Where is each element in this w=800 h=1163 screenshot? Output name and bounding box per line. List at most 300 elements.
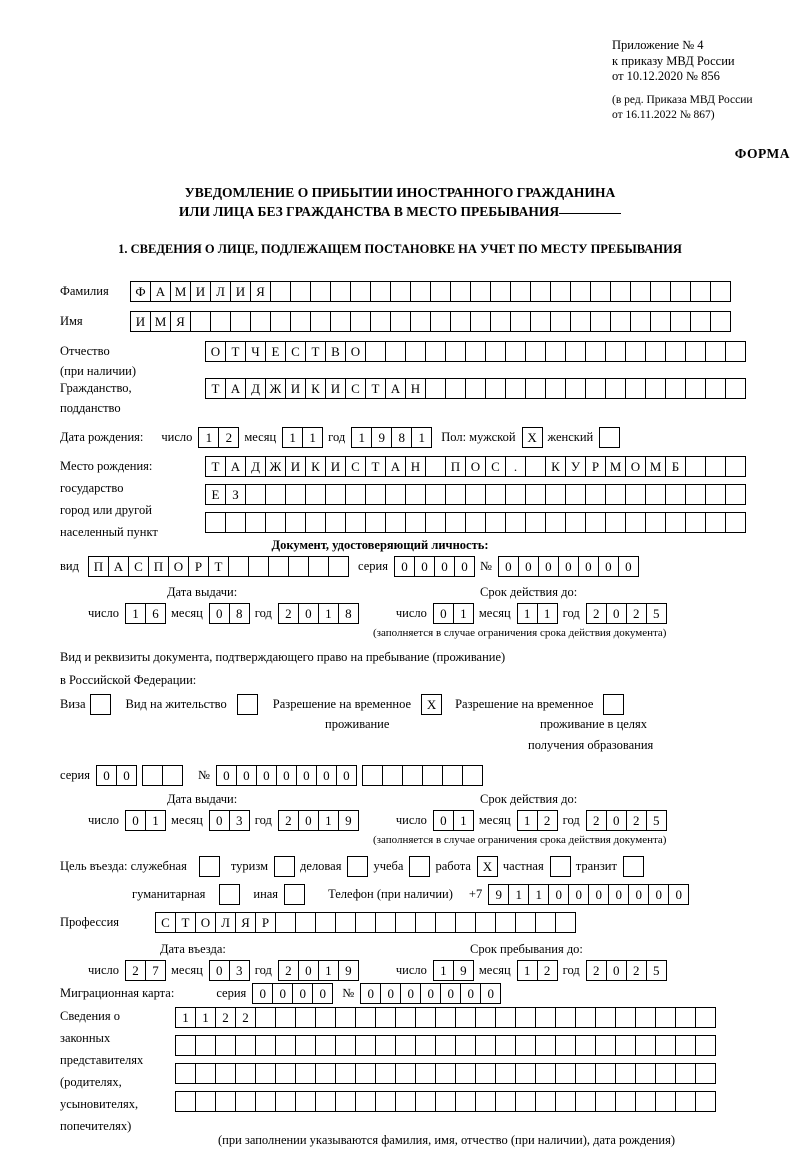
char-cell[interactable]: Ж [265, 456, 286, 477]
char-cell[interactable] [142, 765, 163, 786]
mig-number-input[interactable] [360, 983, 500, 1004]
char-cell[interactable]: 2 [586, 810, 607, 831]
char-cell[interactable] [435, 1063, 456, 1084]
char-cell[interactable]: 7 [145, 960, 166, 981]
char-cell[interactable] [695, 1035, 716, 1056]
char-cell[interactable] [395, 1007, 416, 1028]
char-cell[interactable] [655, 1091, 676, 1112]
char-cell[interactable] [274, 856, 295, 877]
char-cell[interactable]: Р [255, 912, 276, 933]
char-cell[interactable] [385, 512, 406, 533]
char-cell[interactable] [465, 341, 486, 362]
char-cell[interactable] [362, 765, 383, 786]
char-cell[interactable] [630, 281, 651, 302]
char-cell[interactable]: 0 [360, 983, 381, 1004]
char-cell[interactable] [425, 484, 446, 505]
char-cell[interactable]: 1 [508, 884, 529, 905]
char-cell[interactable] [290, 311, 311, 332]
legal-rep-input-2[interactable] [175, 1035, 715, 1056]
char-cell[interactable] [250, 311, 271, 332]
char-cell[interactable]: 2 [278, 960, 299, 981]
char-cell[interactable]: О [205, 341, 226, 362]
char-cell[interactable]: 0 [400, 983, 421, 1004]
char-cell[interactable] [565, 341, 586, 362]
char-cell[interactable]: 5 [646, 960, 667, 981]
char-cell[interactable] [565, 484, 586, 505]
char-cell[interactable]: И [325, 378, 346, 399]
char-cell[interactable] [382, 765, 403, 786]
char-cell[interactable] [690, 281, 711, 302]
char-cell[interactable]: 0 [420, 983, 441, 1004]
char-cell[interactable] [623, 856, 644, 877]
char-cell[interactable]: 0 [606, 603, 627, 624]
char-cell[interactable]: Я [170, 311, 191, 332]
char-cell[interactable] [450, 281, 471, 302]
char-cell[interactable] [515, 1035, 536, 1056]
char-cell[interactable] [195, 1063, 216, 1084]
char-cell[interactable]: 9 [338, 810, 359, 831]
char-cell[interactable]: Е [205, 484, 226, 505]
char-cell[interactable]: У [565, 456, 586, 477]
char-cell[interactable] [442, 765, 463, 786]
char-cell[interactable] [265, 484, 286, 505]
char-cell[interactable] [570, 281, 591, 302]
char-cell[interactable] [625, 341, 646, 362]
stay-number-input[interactable] [216, 765, 356, 786]
char-cell[interactable]: 0 [558, 556, 579, 577]
char-cell[interactable] [415, 912, 436, 933]
char-cell[interactable]: 1 [175, 1007, 196, 1028]
doc-valid-day-input[interactable] [433, 603, 473, 624]
char-cell[interactable] [199, 856, 220, 877]
char-cell[interactable]: 1 [453, 603, 474, 624]
edu-residence-checkbox[interactable] [603, 694, 623, 715]
char-cell[interactable] [415, 1091, 436, 1112]
char-cell[interactable]: 0 [606, 810, 627, 831]
char-cell[interactable] [390, 281, 411, 302]
char-cell[interactable]: 9 [488, 884, 509, 905]
stay-number-extra[interactable] [362, 765, 482, 786]
char-cell[interactable]: Р [188, 556, 209, 577]
char-cell[interactable] [409, 856, 430, 877]
char-cell[interactable] [685, 341, 706, 362]
char-cell[interactable] [455, 1035, 476, 1056]
char-cell[interactable] [610, 281, 631, 302]
visa-checkbox[interactable] [90, 694, 110, 715]
char-cell[interactable] [595, 1063, 616, 1084]
char-cell[interactable]: 2 [537, 960, 558, 981]
char-cell[interactable] [603, 694, 624, 715]
char-cell[interactable]: 3 [229, 810, 250, 831]
char-cell[interactable]: Т [208, 556, 229, 577]
char-cell[interactable] [685, 378, 706, 399]
char-cell[interactable] [575, 1091, 596, 1112]
char-cell[interactable] [725, 341, 746, 362]
char-cell[interactable] [370, 281, 391, 302]
char-cell[interactable] [515, 1091, 536, 1112]
char-cell[interactable] [535, 1091, 556, 1112]
char-cell[interactable] [455, 1063, 476, 1084]
char-cell[interactable] [495, 1091, 516, 1112]
char-cell[interactable] [535, 1007, 556, 1028]
char-cell[interactable]: И [190, 281, 211, 302]
char-cell[interactable] [545, 512, 566, 533]
char-cell[interactable]: О [168, 556, 189, 577]
char-cell[interactable] [675, 1063, 696, 1084]
char-cell[interactable]: 1 [198, 427, 219, 448]
char-cell[interactable] [195, 1035, 216, 1056]
char-cell[interactable]: 2 [586, 960, 607, 981]
char-cell[interactable] [605, 512, 626, 533]
char-cell[interactable]: А [385, 456, 406, 477]
char-cell[interactable] [405, 341, 426, 362]
char-cell[interactable] [665, 484, 686, 505]
char-cell[interactable] [465, 378, 486, 399]
char-cell[interactable]: 2 [586, 603, 607, 624]
char-cell[interactable]: 1 [517, 810, 538, 831]
purpose-transit-checkbox[interactable] [623, 856, 643, 877]
char-cell[interactable] [355, 1007, 376, 1028]
sex-male-checkbox[interactable] [522, 427, 542, 448]
char-cell[interactable] [235, 1035, 256, 1056]
char-cell[interactable]: . [505, 456, 526, 477]
char-cell[interactable] [402, 765, 423, 786]
char-cell[interactable] [435, 912, 456, 933]
char-cell[interactable]: 2 [218, 427, 239, 448]
char-cell[interactable]: 0 [209, 960, 230, 981]
char-cell[interactable] [575, 1007, 596, 1028]
char-cell[interactable]: 0 [606, 960, 627, 981]
purpose-humanitarian-checkbox[interactable] [219, 884, 239, 905]
char-cell[interactable]: О [195, 912, 216, 933]
char-cell[interactable]: П [445, 456, 466, 477]
char-cell[interactable]: 0 [216, 765, 237, 786]
char-cell[interactable]: 2 [235, 1007, 256, 1028]
char-cell[interactable]: А [385, 378, 406, 399]
char-cell[interactable]: 9 [453, 960, 474, 981]
char-cell[interactable] [545, 378, 566, 399]
char-cell[interactable]: 2 [215, 1007, 236, 1028]
char-cell[interactable]: И [285, 378, 306, 399]
char-cell[interactable] [505, 484, 526, 505]
char-cell[interactable] [245, 484, 266, 505]
char-cell[interactable] [610, 311, 631, 332]
purpose-work-checkbox[interactable] [477, 856, 497, 877]
char-cell[interactable]: 0 [498, 556, 519, 577]
char-cell[interactable]: Х [477, 856, 498, 877]
char-cell[interactable]: М [150, 311, 171, 332]
char-cell[interactable] [305, 484, 326, 505]
char-cell[interactable]: 0 [298, 603, 319, 624]
char-cell[interactable] [375, 1063, 396, 1084]
char-cell[interactable]: 0 [433, 810, 454, 831]
char-cell[interactable]: С [285, 341, 306, 362]
char-cell[interactable] [695, 1063, 716, 1084]
char-cell[interactable] [590, 281, 611, 302]
char-cell[interactable] [665, 341, 686, 362]
char-cell[interactable] [570, 311, 591, 332]
surname-input[interactable] [130, 281, 730, 302]
char-cell[interactable]: 0 [608, 884, 629, 905]
char-cell[interactable] [275, 1035, 296, 1056]
char-cell[interactable] [645, 341, 666, 362]
char-cell[interactable] [545, 341, 566, 362]
char-cell[interactable]: Р [585, 456, 606, 477]
char-cell[interactable] [725, 484, 746, 505]
char-cell[interactable]: 5 [646, 810, 667, 831]
purpose-study-checkbox[interactable] [409, 856, 429, 877]
char-cell[interactable]: 6 [145, 603, 166, 624]
char-cell[interactable] [365, 341, 386, 362]
legal-rep-input-3[interactable] [175, 1063, 715, 1084]
char-cell[interactable] [445, 378, 466, 399]
char-cell[interactable] [395, 1091, 416, 1112]
char-cell[interactable]: 8 [229, 603, 250, 624]
char-cell[interactable] [328, 556, 349, 577]
char-cell[interactable]: 0 [434, 556, 455, 577]
purpose-other-checkbox[interactable] [284, 884, 304, 905]
char-cell[interactable] [625, 484, 646, 505]
char-cell[interactable] [615, 1007, 636, 1028]
char-cell[interactable]: И [325, 456, 346, 477]
char-cell[interactable] [545, 484, 566, 505]
phone-input[interactable] [488, 884, 688, 905]
stay-until-year-input[interactable] [586, 960, 666, 981]
temp-residence-checkbox[interactable] [421, 694, 441, 715]
char-cell[interactable]: И [285, 456, 306, 477]
char-cell[interactable] [390, 311, 411, 332]
char-cell[interactable]: 8 [391, 427, 412, 448]
char-cell[interactable] [470, 281, 491, 302]
char-cell[interactable]: С [345, 456, 366, 477]
char-cell[interactable] [475, 912, 496, 933]
char-cell[interactable]: 0 [292, 983, 313, 1004]
char-cell[interactable]: 0 [440, 983, 461, 1004]
char-cell[interactable] [675, 1007, 696, 1028]
char-cell[interactable]: 0 [209, 603, 230, 624]
stay-valid-day-input[interactable] [433, 810, 473, 831]
char-cell[interactable] [705, 512, 726, 533]
char-cell[interactable] [550, 856, 571, 877]
char-cell[interactable] [475, 1035, 496, 1056]
char-cell[interactable]: 1 [318, 603, 339, 624]
char-cell[interactable] [375, 1091, 396, 1112]
char-cell[interactable] [335, 1007, 356, 1028]
char-cell[interactable]: Б [665, 456, 686, 477]
char-cell[interactable] [725, 456, 746, 477]
birth-month-input[interactable] [282, 427, 322, 448]
char-cell[interactable] [430, 281, 451, 302]
char-cell[interactable]: 2 [626, 603, 647, 624]
char-cell[interactable] [295, 1035, 316, 1056]
char-cell[interactable] [445, 512, 466, 533]
char-cell[interactable]: 1 [411, 427, 432, 448]
char-cell[interactable]: 1 [517, 603, 538, 624]
char-cell[interactable]: К [305, 378, 326, 399]
char-cell[interactable] [435, 1091, 456, 1112]
char-cell[interactable]: 0 [538, 556, 559, 577]
char-cell[interactable]: 0 [548, 884, 569, 905]
char-cell[interactable] [670, 311, 691, 332]
char-cell[interactable]: О [345, 341, 366, 362]
char-cell[interactable] [435, 1007, 456, 1028]
char-cell[interactable]: Т [305, 341, 326, 362]
purpose-tourism-checkbox[interactable] [274, 856, 294, 877]
char-cell[interactable]: 0 [116, 765, 137, 786]
char-cell[interactable]: Ч [245, 341, 266, 362]
char-cell[interactable]: 0 [454, 556, 475, 577]
char-cell[interactable] [245, 512, 266, 533]
char-cell[interactable] [675, 1035, 696, 1056]
char-cell[interactable] [219, 884, 240, 905]
char-cell[interactable] [405, 484, 426, 505]
char-cell[interactable] [655, 1035, 676, 1056]
char-cell[interactable] [190, 311, 211, 332]
char-cell[interactable] [550, 281, 571, 302]
char-cell[interactable] [395, 1063, 416, 1084]
char-cell[interactable]: 0 [648, 884, 669, 905]
birthplace-input-1[interactable] [205, 456, 745, 477]
char-cell[interactable] [670, 281, 691, 302]
char-cell[interactable] [237, 694, 258, 715]
char-cell[interactable] [485, 341, 506, 362]
char-cell[interactable] [175, 1091, 196, 1112]
char-cell[interactable]: О [625, 456, 646, 477]
char-cell[interactable]: Т [205, 456, 226, 477]
char-cell[interactable]: 1 [517, 960, 538, 981]
char-cell[interactable]: Я [250, 281, 271, 302]
char-cell[interactable]: Ж [265, 378, 286, 399]
char-cell[interactable] [425, 341, 446, 362]
char-cell[interactable] [350, 311, 371, 332]
char-cell[interactable] [490, 281, 511, 302]
char-cell[interactable]: С [155, 912, 176, 933]
doc-issue-day-input[interactable] [125, 603, 165, 624]
char-cell[interactable] [650, 311, 671, 332]
char-cell[interactable]: С [345, 378, 366, 399]
char-cell[interactable] [415, 1007, 436, 1028]
char-cell[interactable] [525, 378, 546, 399]
char-cell[interactable] [310, 311, 331, 332]
char-cell[interactable] [655, 1007, 676, 1028]
char-cell[interactable] [255, 1091, 276, 1112]
char-cell[interactable] [455, 1007, 476, 1028]
char-cell[interactable] [450, 311, 471, 332]
char-cell[interactable] [455, 1091, 476, 1112]
char-cell[interactable] [347, 856, 368, 877]
char-cell[interactable] [705, 378, 726, 399]
char-cell[interactable] [445, 484, 466, 505]
char-cell[interactable] [705, 341, 726, 362]
char-cell[interactable]: 0 [460, 983, 481, 1004]
char-cell[interactable]: Т [205, 378, 226, 399]
char-cell[interactable]: 2 [125, 960, 146, 981]
char-cell[interactable] [205, 512, 226, 533]
char-cell[interactable] [585, 512, 606, 533]
char-cell[interactable] [295, 1007, 316, 1028]
char-cell[interactable] [615, 1035, 636, 1056]
char-cell[interactable] [585, 341, 606, 362]
char-cell[interactable] [195, 1091, 216, 1112]
stay-series-extra[interactable] [142, 765, 182, 786]
doc-valid-year-input[interactable] [586, 603, 666, 624]
char-cell[interactable]: 5 [646, 603, 667, 624]
char-cell[interactable]: 1 [125, 603, 146, 624]
name-input[interactable] [130, 311, 730, 332]
char-cell[interactable] [210, 311, 231, 332]
doc-kind-input[interactable] [88, 556, 348, 577]
char-cell[interactable] [685, 512, 706, 533]
char-cell[interactable] [268, 556, 289, 577]
char-cell[interactable] [410, 311, 431, 332]
char-cell[interactable] [725, 512, 746, 533]
char-cell[interactable] [530, 281, 551, 302]
char-cell[interactable] [645, 512, 666, 533]
char-cell[interactable] [350, 281, 371, 302]
char-cell[interactable] [445, 341, 466, 362]
char-cell[interactable]: 0 [256, 765, 277, 786]
char-cell[interactable] [605, 378, 626, 399]
char-cell[interactable] [635, 1091, 656, 1112]
char-cell[interactable] [315, 912, 336, 933]
char-cell[interactable] [325, 484, 346, 505]
char-cell[interactable] [510, 311, 531, 332]
char-cell[interactable] [385, 484, 406, 505]
char-cell[interactable] [375, 912, 396, 933]
stay-issue-month-input[interactable] [209, 810, 249, 831]
char-cell[interactable]: Т [365, 456, 386, 477]
char-cell[interactable] [335, 1035, 356, 1056]
char-cell[interactable]: 0 [668, 884, 689, 905]
char-cell[interactable] [308, 556, 329, 577]
char-cell[interactable] [705, 484, 726, 505]
char-cell[interactable]: 2 [537, 810, 558, 831]
char-cell[interactable]: П [148, 556, 169, 577]
char-cell[interactable] [395, 1035, 416, 1056]
char-cell[interactable] [525, 512, 546, 533]
char-cell[interactable] [225, 512, 246, 533]
char-cell[interactable]: 9 [338, 960, 359, 981]
char-cell[interactable]: Т [175, 912, 196, 933]
char-cell[interactable] [284, 884, 305, 905]
char-cell[interactable] [495, 1063, 516, 1084]
entry-year-input[interactable] [278, 960, 358, 981]
char-cell[interactable]: 0 [336, 765, 357, 786]
stay-valid-year-input[interactable] [586, 810, 666, 831]
char-cell[interactable] [510, 281, 531, 302]
char-cell[interactable] [215, 1035, 236, 1056]
doc-valid-month-input[interactable] [517, 603, 557, 624]
char-cell[interactable] [555, 1035, 576, 1056]
char-cell[interactable] [485, 484, 506, 505]
char-cell[interactable] [370, 311, 391, 332]
char-cell[interactable] [422, 765, 443, 786]
char-cell[interactable]: 0 [628, 884, 649, 905]
doc-series-input[interactable] [394, 556, 474, 577]
char-cell[interactable] [625, 512, 646, 533]
char-cell[interactable] [345, 484, 366, 505]
char-cell[interactable] [555, 912, 576, 933]
char-cell[interactable]: 0 [578, 556, 599, 577]
char-cell[interactable]: М [605, 456, 626, 477]
char-cell[interactable] [255, 1035, 276, 1056]
char-cell[interactable] [695, 1007, 716, 1028]
char-cell[interactable]: 0 [298, 960, 319, 981]
char-cell[interactable] [575, 1063, 596, 1084]
char-cell[interactable]: 9 [371, 427, 392, 448]
birthplace-input-2[interactable] [205, 484, 745, 505]
char-cell[interactable]: 0 [252, 983, 273, 1004]
